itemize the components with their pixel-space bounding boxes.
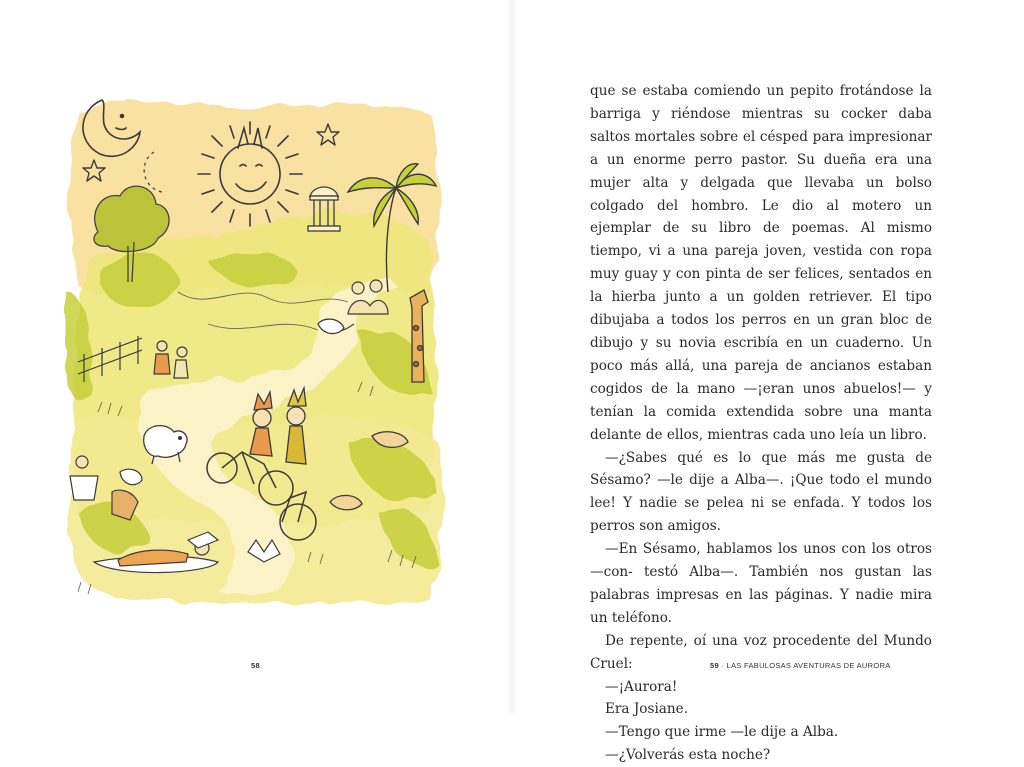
right-page bbox=[512, 0, 1024, 764]
running-footer bbox=[710, 661, 891, 670]
paragraph bbox=[590, 744, 932, 767]
illustration bbox=[58, 92, 448, 610]
paragraph bbox=[590, 721, 932, 744]
text-line: allá, una pareja de ancianos estaban cogidos de la mano bbox=[590, 357, 932, 397]
text-line: —¡Aurora! bbox=[605, 678, 678, 695]
text-line: felices, sentados en la hierba junto a un golden retriever. bbox=[590, 266, 932, 306]
page-number-right: 59 bbox=[710, 661, 719, 670]
text-line: el césped para impresionar a un enorme perro pastor. Su bbox=[590, 128, 932, 168]
text-line: De repente, oí una voz procedente del Mundo Cruel: bbox=[590, 632, 932, 672]
paragraph bbox=[590, 447, 932, 539]
running-title: LAS FABULOSAS AVENTURAS DE AURORA bbox=[726, 661, 891, 670]
text-line: dibujo y su novia escribía en un cuaderno. Un poco más bbox=[590, 334, 932, 374]
text-line: —¡eran unos abuelos!— y tenían la comida extendida bbox=[590, 380, 932, 420]
text-line: El tipo dibujaba a todos los perros en un gran bloc de bbox=[590, 289, 932, 329]
text-line: ni se enfada. Y todos los perros son amigos. bbox=[590, 495, 932, 535]
text-line: en las páginas. Y nadie mira un teléfono. bbox=[590, 586, 932, 626]
text-line: colgado del hombro. Le dio al motero un ejemplar de bbox=[590, 197, 932, 237]
text-line: Era Josiane. bbox=[605, 701, 689, 718]
text-line: sobre una manta delante de ellos, mientras cada uno leía bbox=[590, 403, 932, 443]
paragraph bbox=[590, 676, 932, 699]
text-line: —Tengo que irme —le dije a Alba. bbox=[605, 724, 839, 741]
page-number-left: 58 bbox=[251, 661, 260, 670]
paragraph bbox=[590, 538, 932, 630]
text-line: —¿Sabes qué es lo que más me gusta de Sésamo? —le bbox=[590, 449, 932, 489]
text-line: su libro de poemas. Al mismo tiempo, vi a una pareja bbox=[590, 220, 933, 260]
text-line: y riéndose mientras su cocker daba saltos mortales sobre bbox=[590, 105, 932, 145]
text-line: joven, vestida con ropa muy guay y con pinta de ser bbox=[590, 243, 932, 283]
paragraph bbox=[590, 698, 932, 721]
text-line: que se estaba comiendo un pepito frotándose la barriga bbox=[590, 83, 932, 122]
paragraph bbox=[590, 80, 932, 447]
text-line: un libro. bbox=[868, 426, 927, 443]
left-page bbox=[0, 0, 512, 713]
text-line: dije a Alba—. ¡Que todo el mundo lee! Y nadie se pelea bbox=[590, 472, 932, 512]
text-line: —En Sésamo, hablamos los unos con los otros —con- bbox=[590, 541, 932, 581]
footer-separator: · bbox=[718, 661, 727, 670]
text-line: —¿Volverás esta noche? bbox=[605, 747, 771, 764]
text-line: testó Alba—. También nos gustan las palabras impresas bbox=[590, 564, 932, 603]
text-line: dueña era una mujer alta y delgada que llevaba un bolso bbox=[590, 151, 933, 191]
